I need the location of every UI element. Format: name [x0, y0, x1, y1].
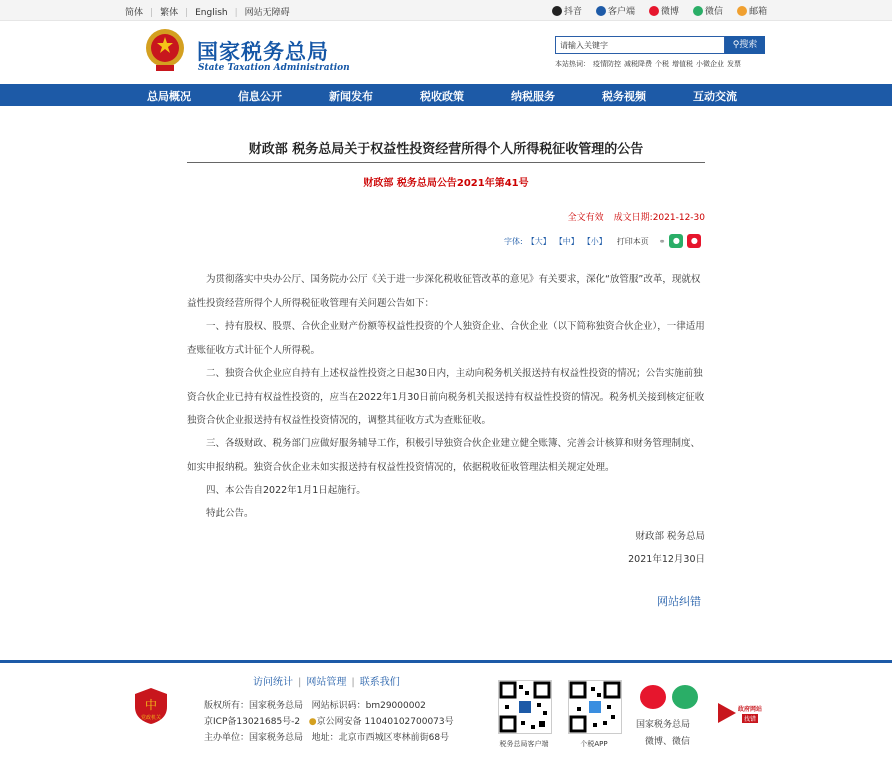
host-unit: 主办单位：国家税务总局 [204, 733, 304, 743]
nav-tax-video[interactable]: 税务视频 [602, 90, 646, 103]
mobile-app-icon [596, 6, 606, 16]
wechat-icon [693, 6, 703, 16]
wechat-icon[interactable] [672, 685, 698, 709]
tax-app-qr-icon [568, 680, 622, 734]
validity-status: 全文有效 [567, 213, 604, 223]
client-app-qr-icon [498, 680, 552, 734]
nav-news[interactable]: 新闻发布 [329, 90, 373, 103]
social-label: 微信 [705, 7, 724, 17]
site-logo-subtitle: State Taxation Administration [198, 63, 350, 73]
article-paragraph: 一、持有股权、股票、合伙企业财产份额等权益性投资的个人独资企业、合伙企业（以下简称独资合伙企业），一律适用查账征收方式计征个人所得税。 [187, 321, 705, 356]
social-links [552, 4, 767, 17]
footer-link-stats[interactable]: 访问统计 [253, 677, 293, 688]
sign-date: 2021年12月30日 [628, 554, 705, 565]
divider: | [298, 677, 302, 688]
share-icon[interactable]: ⚭ [658, 236, 666, 246]
nav-interaction[interactable]: 互动交流 [693, 90, 737, 103]
divider: | [150, 8, 154, 18]
police-badge-icon: ● [308, 717, 317, 727]
mail-icon [737, 6, 747, 16]
footer-line-3 [204, 730, 449, 743]
written-date: 成文日期:2021-12-30 [613, 213, 705, 223]
copyright: 版权所有：国家税务总局 [204, 701, 304, 711]
title-divider [187, 162, 705, 163]
icp-number[interactable]: 京ICP备13021685号-2 [204, 717, 301, 727]
article-paragraph: 四、本公告自2022年1月1日起施行。 [206, 485, 366, 496]
print-button[interactable]: 打印本页 [616, 236, 649, 246]
party-gov-badge[interactable] [134, 687, 168, 725]
search-button[interactable] [725, 36, 765, 54]
font-medium-button[interactable]: 【中】 [554, 236, 579, 246]
gov-badge-arrow-icon [718, 703, 736, 723]
nav-tax-policy[interactable]: 税收政策 [420, 90, 464, 103]
link-english[interactable]: English [195, 8, 228, 18]
hot-word[interactable]: 减税降费 [624, 60, 652, 68]
footer-link-contact[interactable]: 联系我们 [359, 677, 400, 688]
party-badge-text: 党政机关 [140, 715, 161, 721]
hot-word[interactable]: 增值税 [672, 60, 693, 68]
social-douyin[interactable] [552, 4, 582, 17]
hot-word[interactable]: 小微企业 [696, 60, 724, 68]
svg-text:中: 中 [144, 698, 158, 712]
font-large-button[interactable]: 【大】 [526, 236, 551, 246]
search-icon: ⚲ [732, 40, 740, 50]
document-number: 财政部 税务总局公告2021年第41号 [363, 178, 529, 189]
site-footer [0, 660, 892, 763]
gov-badge-bottom: 找错 [744, 716, 757, 723]
gov-badge-top: 政府网站 [738, 706, 763, 713]
social-wechat[interactable] [693, 4, 723, 17]
site-id: 网站标识码：bm29000002 [311, 701, 426, 711]
address: 地址：北京市西城区枣林前街68号 [311, 733, 450, 743]
footer-social-title: 国家税务总局 [636, 720, 691, 730]
hot-words-label: 本站热词： [555, 60, 590, 68]
article-paragraph: 特此公告。 [206, 508, 254, 519]
social-app[interactable] [596, 4, 635, 17]
search-input[interactable]: 请输入关键字 [555, 36, 725, 54]
footer-line-1 [204, 698, 426, 711]
social-mail[interactable] [737, 4, 767, 17]
footer-line-2 [204, 714, 454, 727]
search-button-label: 搜索 [739, 40, 758, 50]
article-title: 财政部 税务总局关于权益性投资经营所得个人所得税征收管理的公告 [248, 142, 644, 157]
article-paragraph: 三、各级财政、税务部门应做好服务辅导工作，积极引导独资合伙企业建立健全账簿、完善会计核算和财务管理制度、如实申报纳税。独资合伙企业未如实报送持有权益性投资情况的，依据税收征收管理法相关规定处理。 [187, 438, 701, 473]
national-emblem-icon[interactable] [144, 27, 186, 73]
site-header [0, 21, 892, 83]
weibo-icon [649, 6, 659, 16]
police-number[interactable]: 京公网安备 11040102700073号 [316, 717, 454, 727]
article-paragraph: 为贯彻落实中央办公厅、国务院办公厅《关于进一步深化税收征管改革的意见》有关要求，深化“放管服”改革，现就权益性投资经营所得个人所得税征收管理有关问题公告如下： [187, 274, 701, 309]
main-nav [0, 84, 892, 106]
wechat-share-icon[interactable]: ● [669, 234, 683, 248]
social-label: 客户端 [608, 7, 636, 17]
divider: | [351, 677, 355, 688]
article-tools [504, 234, 701, 248]
link-accessibility[interactable]: 网站无障碍 [244, 8, 290, 18]
signer: 财政部 税务总局 [635, 531, 705, 542]
social-label: 抖音 [564, 7, 583, 17]
gov-site-finder-badge[interactable] [718, 701, 772, 727]
font-size-label: 字体: [504, 236, 523, 246]
qr-label-client: 税务总局客户端 [499, 740, 549, 748]
douyin-icon [552, 6, 562, 16]
article-meta [568, 210, 705, 223]
font-small-button[interactable]: 【小】 [582, 236, 607, 246]
hot-word[interactable]: 发票 [727, 60, 741, 68]
divider: | [185, 8, 189, 18]
hot-words [555, 59, 744, 69]
footer-links [253, 673, 400, 688]
qr-label-tax: 个税APP [580, 740, 608, 748]
hot-word[interactable]: 个税 [655, 60, 669, 68]
site-logo-title[interactable]: 国家税务总局 [197, 39, 329, 64]
nav-overview[interactable]: 总局概况 [147, 90, 191, 103]
footer-link-admin[interactable]: 网站管理 [306, 677, 347, 688]
article-paragraph: 二、独资合伙企业应自持有上述权益性投资之日起30日内，主动向税务机关报送持有权益性投资的情况；公告实施前独资合伙企业已持有权益性投资的，应当在2022年1月30日前向税务机关报送持有权益性投资的情况。税务机关接到核定征收独资合伙企业报送持有权益性投资情况的，调整其征收方式为查账征收。 [187, 368, 705, 426]
site-correction-link[interactable]: 网站纠错 [657, 595, 701, 608]
weibo-icon[interactable] [640, 685, 666, 709]
social-weibo[interactable] [649, 4, 679, 17]
link-traditional[interactable]: 繁体 [160, 8, 179, 18]
weibo-share-icon[interactable]: ● [687, 234, 701, 248]
footer-social-sub: 微博、微信 [645, 737, 691, 747]
nav-info-disclosure[interactable]: 信息公开 [238, 90, 282, 103]
divider: | [234, 8, 238, 18]
social-label: 微博 [661, 7, 680, 17]
link-simplified[interactable]: 简体 [125, 8, 144, 18]
social-label: 邮箱 [749, 7, 768, 17]
top-bar [0, 0, 892, 21]
nav-tax-service[interactable]: 纳税服务 [511, 90, 555, 103]
language-links [125, 5, 290, 18]
hot-word[interactable]: 疫情防控 [593, 60, 621, 68]
